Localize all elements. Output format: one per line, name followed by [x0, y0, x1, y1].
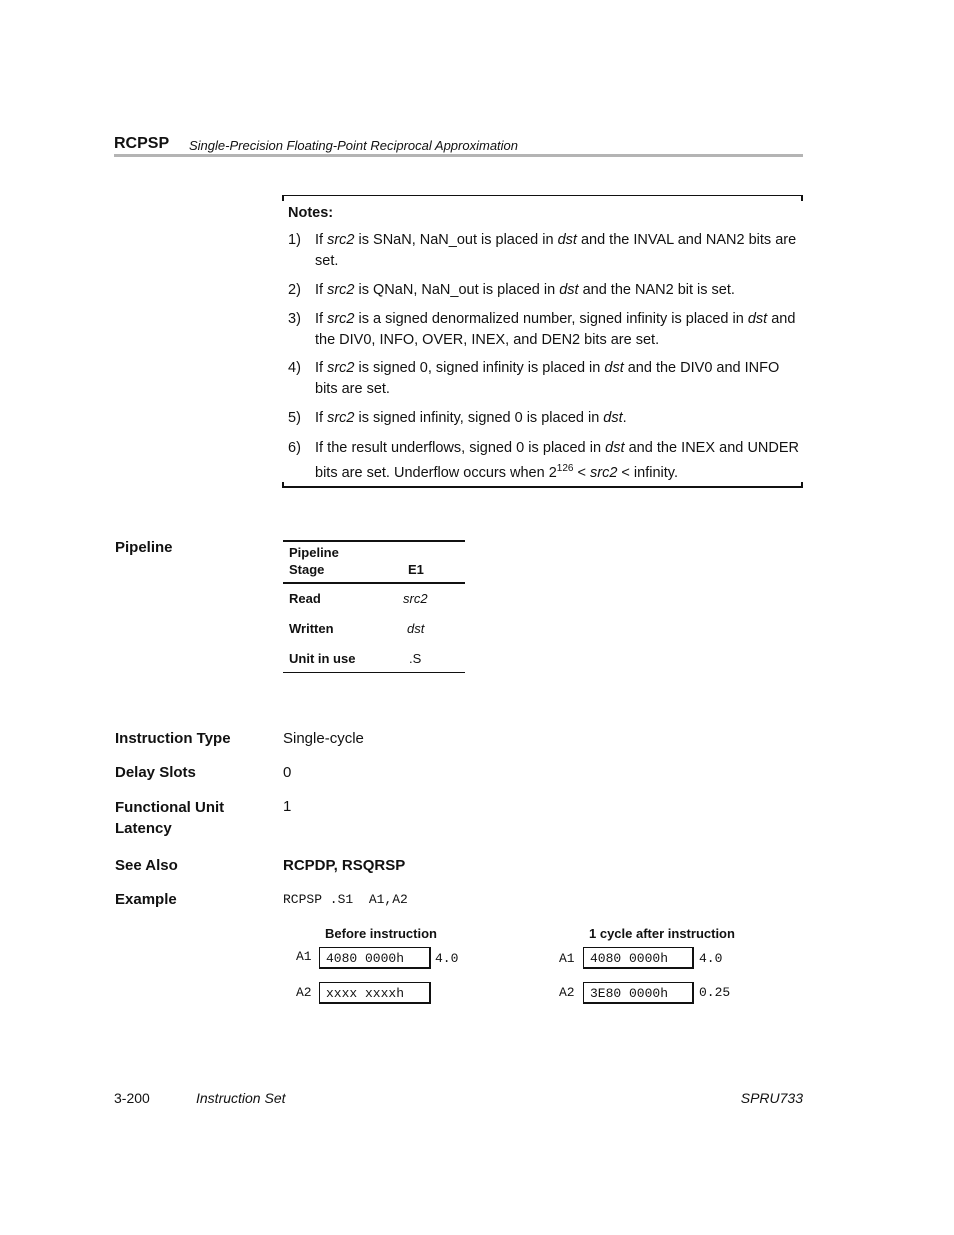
- pipeline-header-e1: E1: [408, 562, 424, 577]
- see-also-label: See Also: [115, 857, 178, 874]
- pipeline-row-read-value: src2: [403, 591, 428, 606]
- footer-doc-id: SPRU733: [740, 1090, 803, 1106]
- functional-unit-latency-value: 1: [283, 798, 292, 815]
- pipeline-row-written-value: dst: [407, 621, 425, 636]
- after-reg-a1-name: A1: [559, 951, 575, 966]
- pipeline-row-unit: Unit in use: [289, 651, 356, 666]
- after-reg-a2-name: A2: [559, 985, 575, 1000]
- instruction-type-label: Instruction Type: [115, 730, 231, 747]
- pipeline-row-unit-value: .S: [409, 651, 422, 666]
- pipeline-header-stage-line1: Pipeline: [289, 545, 339, 560]
- example-code: RCPSP .S1 A1,A2: [283, 892, 408, 907]
- before-reg-a1-box: 4080 0000h: [319, 947, 431, 969]
- pipeline-label: Pipeline: [115, 539, 173, 556]
- after-instruction-title: 1 cycle after instruction: [589, 926, 735, 941]
- before-reg-a2-box: xxxx xxxxh: [319, 982, 431, 1004]
- after-reg-a1-value: 4.0: [699, 951, 723, 966]
- page-header-mnemonic: RCPSP: [114, 135, 170, 152]
- pipeline-header-stage-line2: Stage: [289, 562, 325, 577]
- page-header-subtitle: Single-Precision Floating-Point Reciprocal Approximation: [189, 138, 519, 153]
- note-number: 6): [288, 440, 301, 456]
- footer-page-number: 3-200: [114, 1090, 150, 1106]
- note-number: 2): [288, 282, 301, 298]
- before-instruction-title: Before instruction: [325, 926, 437, 941]
- functional-unit-latency-label-line2: Latency: [115, 820, 172, 837]
- delay-slots-label: Delay Slots: [115, 764, 196, 781]
- footer-section: Instruction Set: [196, 1090, 286, 1106]
- after-reg-a2-value: 0.25: [699, 985, 731, 1000]
- instruction-type-value: Single-cycle: [283, 730, 364, 747]
- pipeline-row-read: Read: [289, 591, 321, 606]
- note-number: 5): [288, 410, 301, 426]
- after-reg-a2-box: 3E80 0000h: [583, 982, 694, 1004]
- note-number: 4): [288, 360, 301, 376]
- functional-unit-latency-label-line1: Functional Unit: [115, 799, 225, 816]
- before-reg-a1-value: 4.0: [435, 951, 459, 966]
- pipeline-row-written: Written: [289, 621, 334, 636]
- notes-title: Notes:: [288, 205, 334, 221]
- delay-slots-value: 0: [283, 764, 292, 781]
- before-reg-a2-name: A2: [296, 985, 312, 1000]
- see-also-links: RCPDP, RSQRSP: [283, 857, 406, 874]
- after-reg-a1-box: 4080 0000h: [583, 947, 694, 969]
- before-reg-a1-name: A1: [296, 949, 312, 964]
- note-number: 1): [288, 232, 301, 248]
- example-label: Example: [115, 891, 177, 908]
- header-rule: [114, 154, 803, 157]
- note-number: 3): [288, 311, 301, 327]
